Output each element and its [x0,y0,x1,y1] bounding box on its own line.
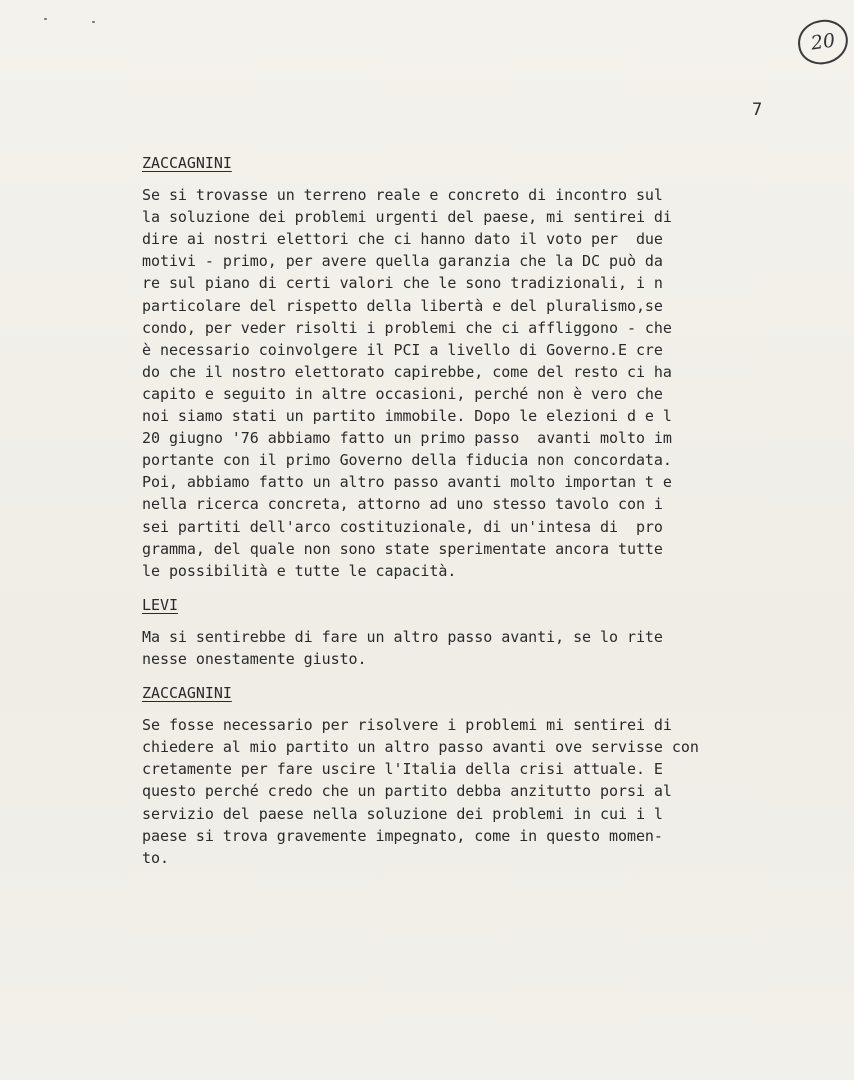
text-line: Ma si sentirebbe di fare un altro passo avanti, se lo rite [142,627,663,646]
speech-paragraph [142,714,767,869]
text-line: questo perché credo che un partito debba anzitutto porsi al [142,782,672,801]
text-line: chiedere al mio partito un altro passo avanti ove servisse con [142,738,699,757]
text-line: Se fosse necessario per risolvere i problemi mi sentirei di [142,716,672,735]
speaker-name: ZACCAGNINI [142,154,232,172]
text-line: è necessario coinvolgere il PCI a livello di Governo.E cre [142,340,663,359]
page-number: 7 [752,100,763,120]
text-line: le possibilità e tutte le capacità. [142,561,457,580]
text-line: paese si trova gravemente impegnato, come in questo momen- [142,826,663,845]
text-line: servizio del paese nella soluzione dei problemi in cui i l [142,804,663,823]
page-stamp-number [795,17,851,68]
speaker-name: ZACCAGNINI [142,684,232,703]
text-line: sei partiti dell'arco costituzionale, di un'intesa di pro [142,517,663,536]
text-line: cretamente per fare uscire l'Italia della crisi attuale. E [142,760,663,779]
transcript-body [142,152,767,869]
text-line: la soluzione dei problemi urgenti del paese, mi sentirei di [142,208,672,227]
speck-mark [92,21,95,23]
text-line: particolare del rispetto della libertà e del pluralismo,se [142,296,663,315]
text-line: 20 giugno '76 abbiamo fatto un primo passo avanti molto im [142,429,672,448]
speech-paragraph [142,184,767,582]
text-line: Poi, abbiamo fatto un altro passo avanti molto importan t e [142,473,672,492]
text-line: dire ai nostri elettori che ci hanno dato il voto per due [142,230,663,249]
text-line: nella ricerca concreta, attorno ad uno stesso tavolo con i [142,495,663,514]
text-line: capito e seguito in altre occasioni, perché non è vero che [142,384,663,403]
speck-mark [44,18,47,20]
text-line: noi siamo stati un partito immobile. Dopo le elezioni d e l [142,407,672,426]
text-line: condo, per veder risolti i problemi che ci affliggono - che [142,318,672,337]
speech-paragraph [142,626,767,670]
stamp-number-text: 20 [809,29,837,55]
text-line: gramma, del quale non sono state sperimentate ancora tutte [142,539,663,558]
text-line: re sul piano di certi valori che le sono tradizionali, i n [142,274,663,293]
speaker-name: LEVI [142,595,178,614]
text-line: portante con il primo Governo della fiducia non concordata. [142,451,672,470]
text-line: motivi - primo, per avere quella garanzia che la DC può da [142,252,663,271]
text-line: do che il nostro elettorato capirebbe, come del resto ci ha [142,362,672,381]
text-line: to. [142,848,169,867]
text-line: Se si trovasse un terreno reale e concreto di incontro sul [142,186,663,205]
text-line: nesse onestamente giusto. [142,649,367,668]
